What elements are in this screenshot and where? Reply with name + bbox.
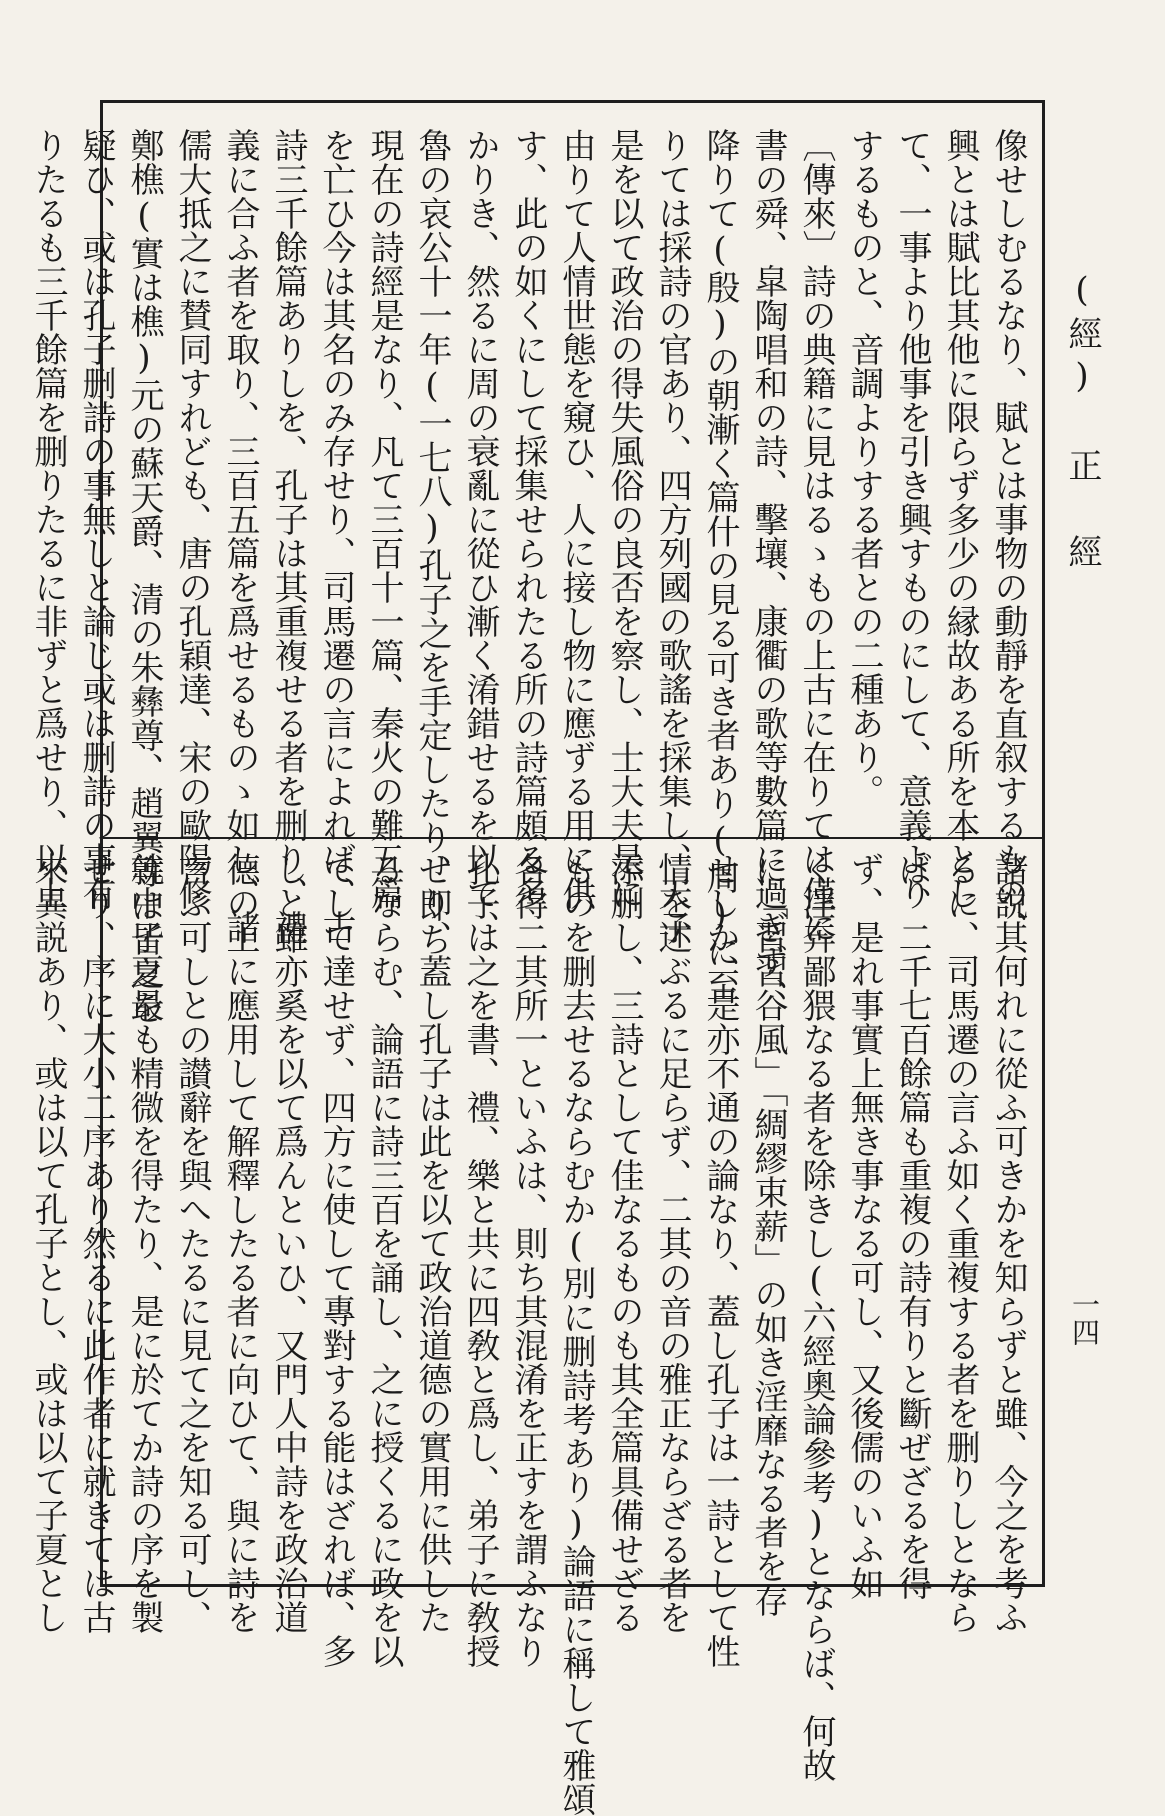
lower-text-block — [28, 852, 1032, 1816]
text-column: せり、蓋し孔子は此を以て政治道德の實用に供した — [412, 852, 452, 1634]
text-column: りたるも三千餘篇を删りたるに非ずと爲せり、以上 — [28, 128, 68, 910]
text-column: 〔傳來〕詩の典籍に見はるゝもの上古に在りては僅に — [796, 128, 836, 944]
text-column: 由りて人情世態を窺ひ、人に接し物に應ずる用に供 — [556, 128, 596, 910]
text-column: ば、二千七百餘篇も重複の詩有りと斷ぜざるを得 — [892, 852, 932, 1600]
text-column: す、此の如くにして採集せられたる所の詩篇頗る多 — [508, 128, 548, 910]
text-column: せり、序に大小二序あり然るに此作者に就きては古 — [76, 852, 116, 1634]
text-column: を亡ひ今は其名のみ存せり、司馬遷の言によれば、古 — [316, 128, 356, 944]
text-column: 儒大抵之に賛同すれども、唐の孔穎達、宋の歐陽修 — [172, 128, 212, 910]
text-column: 情を述ぶるに足らず、二其の音の雅正ならざる者を — [652, 852, 692, 1634]
text-column: 現在の詩經是なり、凡て三百十一篇、秦火の難五篇 — [364, 128, 404, 910]
text-column: ものを删去せるならむか(別に删詩考あり)論語に稱して雅頌 — [556, 852, 596, 1816]
text-column: 降りて(殷)の朝漸く篇什の見る可き者あり(周)に至 — [700, 128, 740, 1002]
text-column: く淫奔鄙猥なる者を除きし(六經奧論參考)とならば、何故 — [796, 852, 836, 1782]
text-column: するものと、音調よりする者との二種あり。 — [844, 128, 884, 808]
text-column: て、一事より他事を引き興すものにして、意義より — [892, 128, 932, 910]
text-column: 詩三千餘篇ありしを、孔子は其重複せる者を删り、禮 — [268, 128, 308, 944]
text-column: てして達せず、四方に使して專對する能はざれば、多 — [316, 852, 356, 1668]
text-column: るならむ、論語に詩三百を誦し、之に授くるに政を以 — [364, 852, 404, 1668]
text-column: 鄭樵(實は樵)元の蘇天爵、清の朱彝尊、趙翼等は皆之を — [124, 128, 164, 1024]
text-column: りては採詩の官あり、四方列國の歌謠を採集し、天子 — [652, 128, 692, 944]
text-column: せしか、是亦不通の論なり、蓋し孔子は一詩として性 — [700, 852, 740, 1668]
text-column: 魯の哀公十一年(一七八)孔子之を手定したり、即ち — [412, 128, 452, 956]
text-column: 是を以て政治の得失風俗の良否を察し、士大夫是に — [604, 128, 644, 910]
text-column: ず、是れ事實上無き事なる可し、又後儒のいふ如 — [844, 852, 884, 1600]
running-header: (經) 正 經 — [1062, 270, 1102, 574]
text-column: 像せしむるなり、賦とは事物の動靜を直叙するもの、 — [988, 128, 1028, 944]
text-column: に「習習谷風」「綢繆束薪」の如き淫靡なる者を存 — [748, 852, 788, 1617]
text-column: かりき、然るに周の衰亂に從ひ漸く淆錯せるを以て、 — [460, 128, 500, 944]
text-column: 添删し、三詩として佳なるものも其全篇具備せざる — [604, 852, 644, 1634]
text-column: 諸説其何れに從ふ可きかを知らずと雖、今之を考ふ — [988, 852, 1028, 1634]
text-column: 孔子は之を書、禮、樂と共に四敎と爲し、弟子に敎授 — [460, 852, 500, 1668]
text-column: 各得二其所一といふは、則ち其混淆を正すを謂ふなり — [508, 852, 548, 1668]
text-column: 就中子夏最も精微を得たり、是に於てか詩の序を製 — [124, 852, 164, 1634]
text-column: 言ふ可しとの讃辭を與へたるに見て之を知る可し、 — [172, 852, 212, 1634]
text-column: るに、司馬遷の言ふ如く重複する者を删りしとなら — [940, 852, 980, 1634]
text-column: 書の舜、皐陶唱和の詩、擊壤、康衢の歌等數篇に過ぎず、 — [748, 128, 788, 1012]
upper-text-block — [28, 128, 1032, 1024]
text-column: しと雖亦奚を以て爲んといひ、又門人中詩を政治道 — [268, 852, 308, 1634]
page-number: 一四 — [1068, 1290, 1101, 1346]
text-column: 來異説あり、或は以て孔子とし、或は以て子夏とし — [28, 852, 68, 1634]
text-column: 義に合ふ者を取り、三百五篇を爲せるものゝ如し、諸 — [220, 128, 260, 944]
text-column: 疑ひ、或は孔子删詩の事無しと論じ或は删詩の事有 — [76, 128, 116, 910]
text-column: 德の上に應用して解釋したる者に向ひて、與に詩を — [220, 852, 260, 1634]
text-column: 興とは賦比其他に限らず多少の縁故ある所を本とし — [940, 128, 980, 910]
